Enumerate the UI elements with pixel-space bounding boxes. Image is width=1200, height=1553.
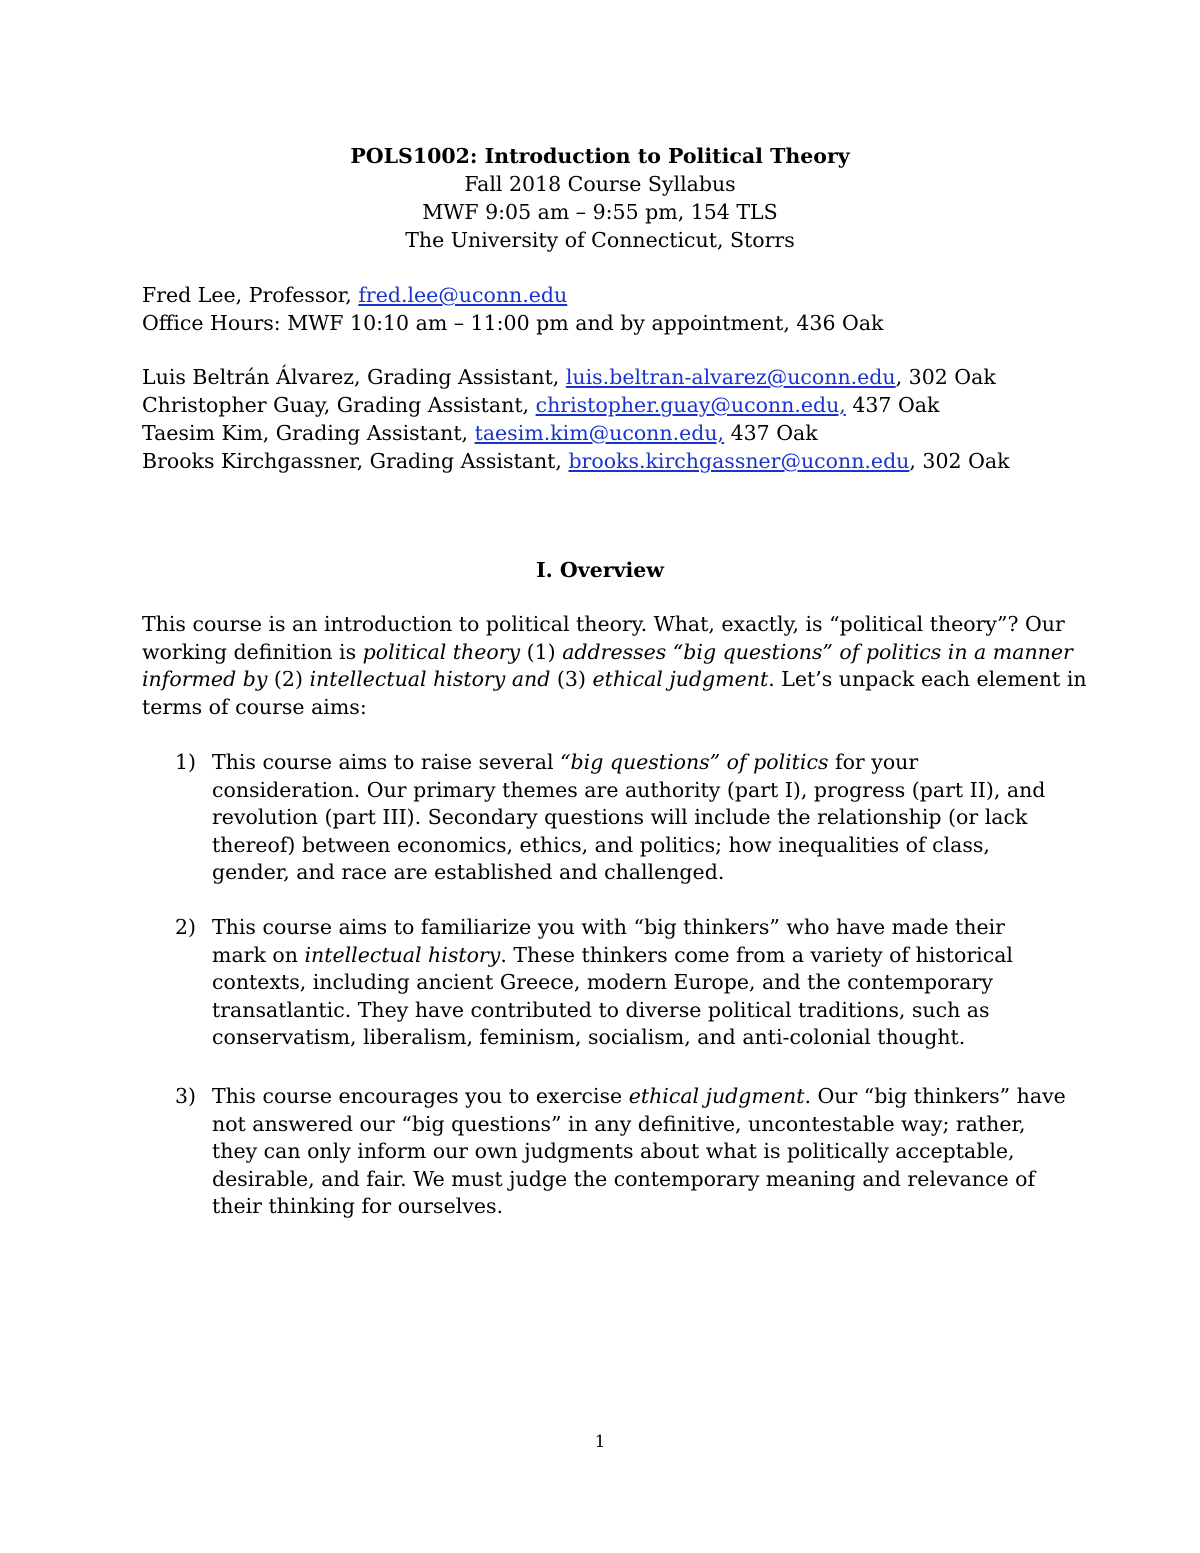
paragraph-line: they can only inform our own judgments about what is politically acceptable, xyxy=(212,1139,1015,1163)
text-span: working definition is xyxy=(142,639,363,664)
list-number: 2) xyxy=(175,915,197,939)
text-span: This course aims to raise several xyxy=(212,750,561,774)
paragraph-line xyxy=(142,639,1073,667)
assistant-office: 437 Oak xyxy=(845,393,940,417)
list-item-text xyxy=(212,1083,1066,1221)
paragraph-line: thereof) between economics, ethics, and politics; how inequalities of class, xyxy=(212,832,990,857)
paragraph-line: conservatism, liberalism, feminism, socialism, and anti-colonial thought. xyxy=(212,1025,966,1049)
paragraph-line xyxy=(212,1083,1066,1111)
text-span: mark on xyxy=(212,942,305,967)
assistant-email-link[interactable]: luis.beltran-alvarez@uconn.edu xyxy=(565,365,896,389)
paragraph-line: This course is an introduction to political theory. What, exactly, is “political theory”? Our xyxy=(142,612,1065,636)
emphasis-text: political theory xyxy=(362,639,521,664)
list-item-text xyxy=(212,914,1013,1052)
assistant-email-link[interactable]: brooks.kirchgassner@uconn.edu xyxy=(568,449,910,473)
assistant-office: 437 Oak xyxy=(724,421,818,445)
paragraph-line xyxy=(142,666,1087,694)
assistants-list xyxy=(142,363,1010,475)
assistant-office: , 302 Oak xyxy=(909,449,1010,473)
emphasis-text: ethical judgment xyxy=(628,1084,805,1108)
text-span: (1) xyxy=(520,639,563,664)
paragraph-line: their thinking for ourselves. xyxy=(212,1194,504,1218)
list-number: 3) xyxy=(175,1084,197,1108)
assistant-name: Brooks Kirchgassner, Grading Assistant, xyxy=(142,449,569,473)
document-header xyxy=(0,142,1200,254)
paragraph-line: terms of course aims: xyxy=(142,694,367,719)
text-span: (3) xyxy=(550,667,593,691)
paragraph-line xyxy=(212,749,1045,777)
paragraph-line: consideration. Our primary themes are authority (part I), progress (part II), and xyxy=(212,777,1046,802)
emphasis-text: intellectual history xyxy=(304,942,501,967)
overview-paragraph xyxy=(142,611,1087,721)
emphasis-text: ethical judgment xyxy=(592,667,769,691)
professor-info xyxy=(142,281,883,337)
text-span: . These thinkers come from a variety of historical xyxy=(500,942,1013,967)
paragraph-line: desirable, and fair. We must judge the contemporary meaning and relevance of xyxy=(212,1166,1036,1191)
course-title: POLS1002: Introduction to Political Theory xyxy=(350,144,850,168)
university-name: The University of Connecticut, Storrs xyxy=(405,228,795,252)
professor-email-link[interactable]: fred.lee@uconn.edu xyxy=(358,283,568,307)
assistant-office: , 302 Oak xyxy=(895,365,996,389)
assistant-line xyxy=(142,419,1010,447)
assistant-line xyxy=(142,363,1010,391)
assistant-name: Luis Beltrán Álvarez, Grading Assistant, xyxy=(142,365,566,389)
text-span: (2) xyxy=(267,667,310,691)
assistant-email-link[interactable]: christopher.guay@uconn.edu, xyxy=(535,393,846,417)
professor-name: Fred Lee, Professor, xyxy=(142,283,359,307)
section-heading: I. Overview xyxy=(536,558,664,582)
assistant-email-link[interactable]: taesim.kim@uconn.edu, xyxy=(474,421,725,445)
course-term: Fall 2018 Course Syllabus xyxy=(464,172,736,196)
paragraph-line: This course aims to familiarize you with “big thinkers” who have made their xyxy=(212,915,1005,939)
paragraph-line: revolution (part III). Secondary questions will include the relationship (or lack xyxy=(212,805,1028,829)
assistant-name: Taesim Kim, Grading Assistant, xyxy=(142,421,475,445)
course-schedule: MWF 9:05 am – 9:55 pm, 154 TLS xyxy=(422,200,778,224)
assistant-line xyxy=(142,391,1010,419)
emphasis-text: addresses “big questions” of politics in a manner xyxy=(562,639,1073,664)
list-number: 1) xyxy=(175,750,197,774)
emphasis-text: “big questions” of politics xyxy=(560,750,829,774)
professor-line xyxy=(142,281,883,309)
office-hours: Office Hours: MWF 10:10 am – 11:00 pm and by appointment, 436 Oak xyxy=(142,311,884,335)
emphasis-text: intellectual history and xyxy=(309,667,551,691)
list-item-text xyxy=(212,749,1045,887)
emphasis-text: informed by xyxy=(142,667,268,691)
assistant-name: Christopher Guay, Grading Assistant, xyxy=(142,393,536,417)
text-span: . Our “big thinkers” have xyxy=(804,1084,1066,1108)
text-span: . Let’s unpack each element in xyxy=(768,667,1087,691)
text-span: This course encourages you to exercise xyxy=(212,1084,629,1108)
paragraph-line: gender, and race are established and challenged. xyxy=(212,860,725,884)
page-number: 1 xyxy=(594,1432,606,1452)
paragraph-line xyxy=(212,942,1013,970)
paragraph-line: contexts, including ancient Greece, modern Europe, and the contemporary xyxy=(212,970,993,994)
text-span: for your xyxy=(828,750,919,774)
paragraph-line: not answered our “big questions” in any definitive, uncontestable way; rather, xyxy=(212,1111,1026,1136)
assistant-line xyxy=(142,447,1010,475)
paragraph-line: transatlantic. They have contributed to diverse political traditions, such as xyxy=(212,997,990,1022)
